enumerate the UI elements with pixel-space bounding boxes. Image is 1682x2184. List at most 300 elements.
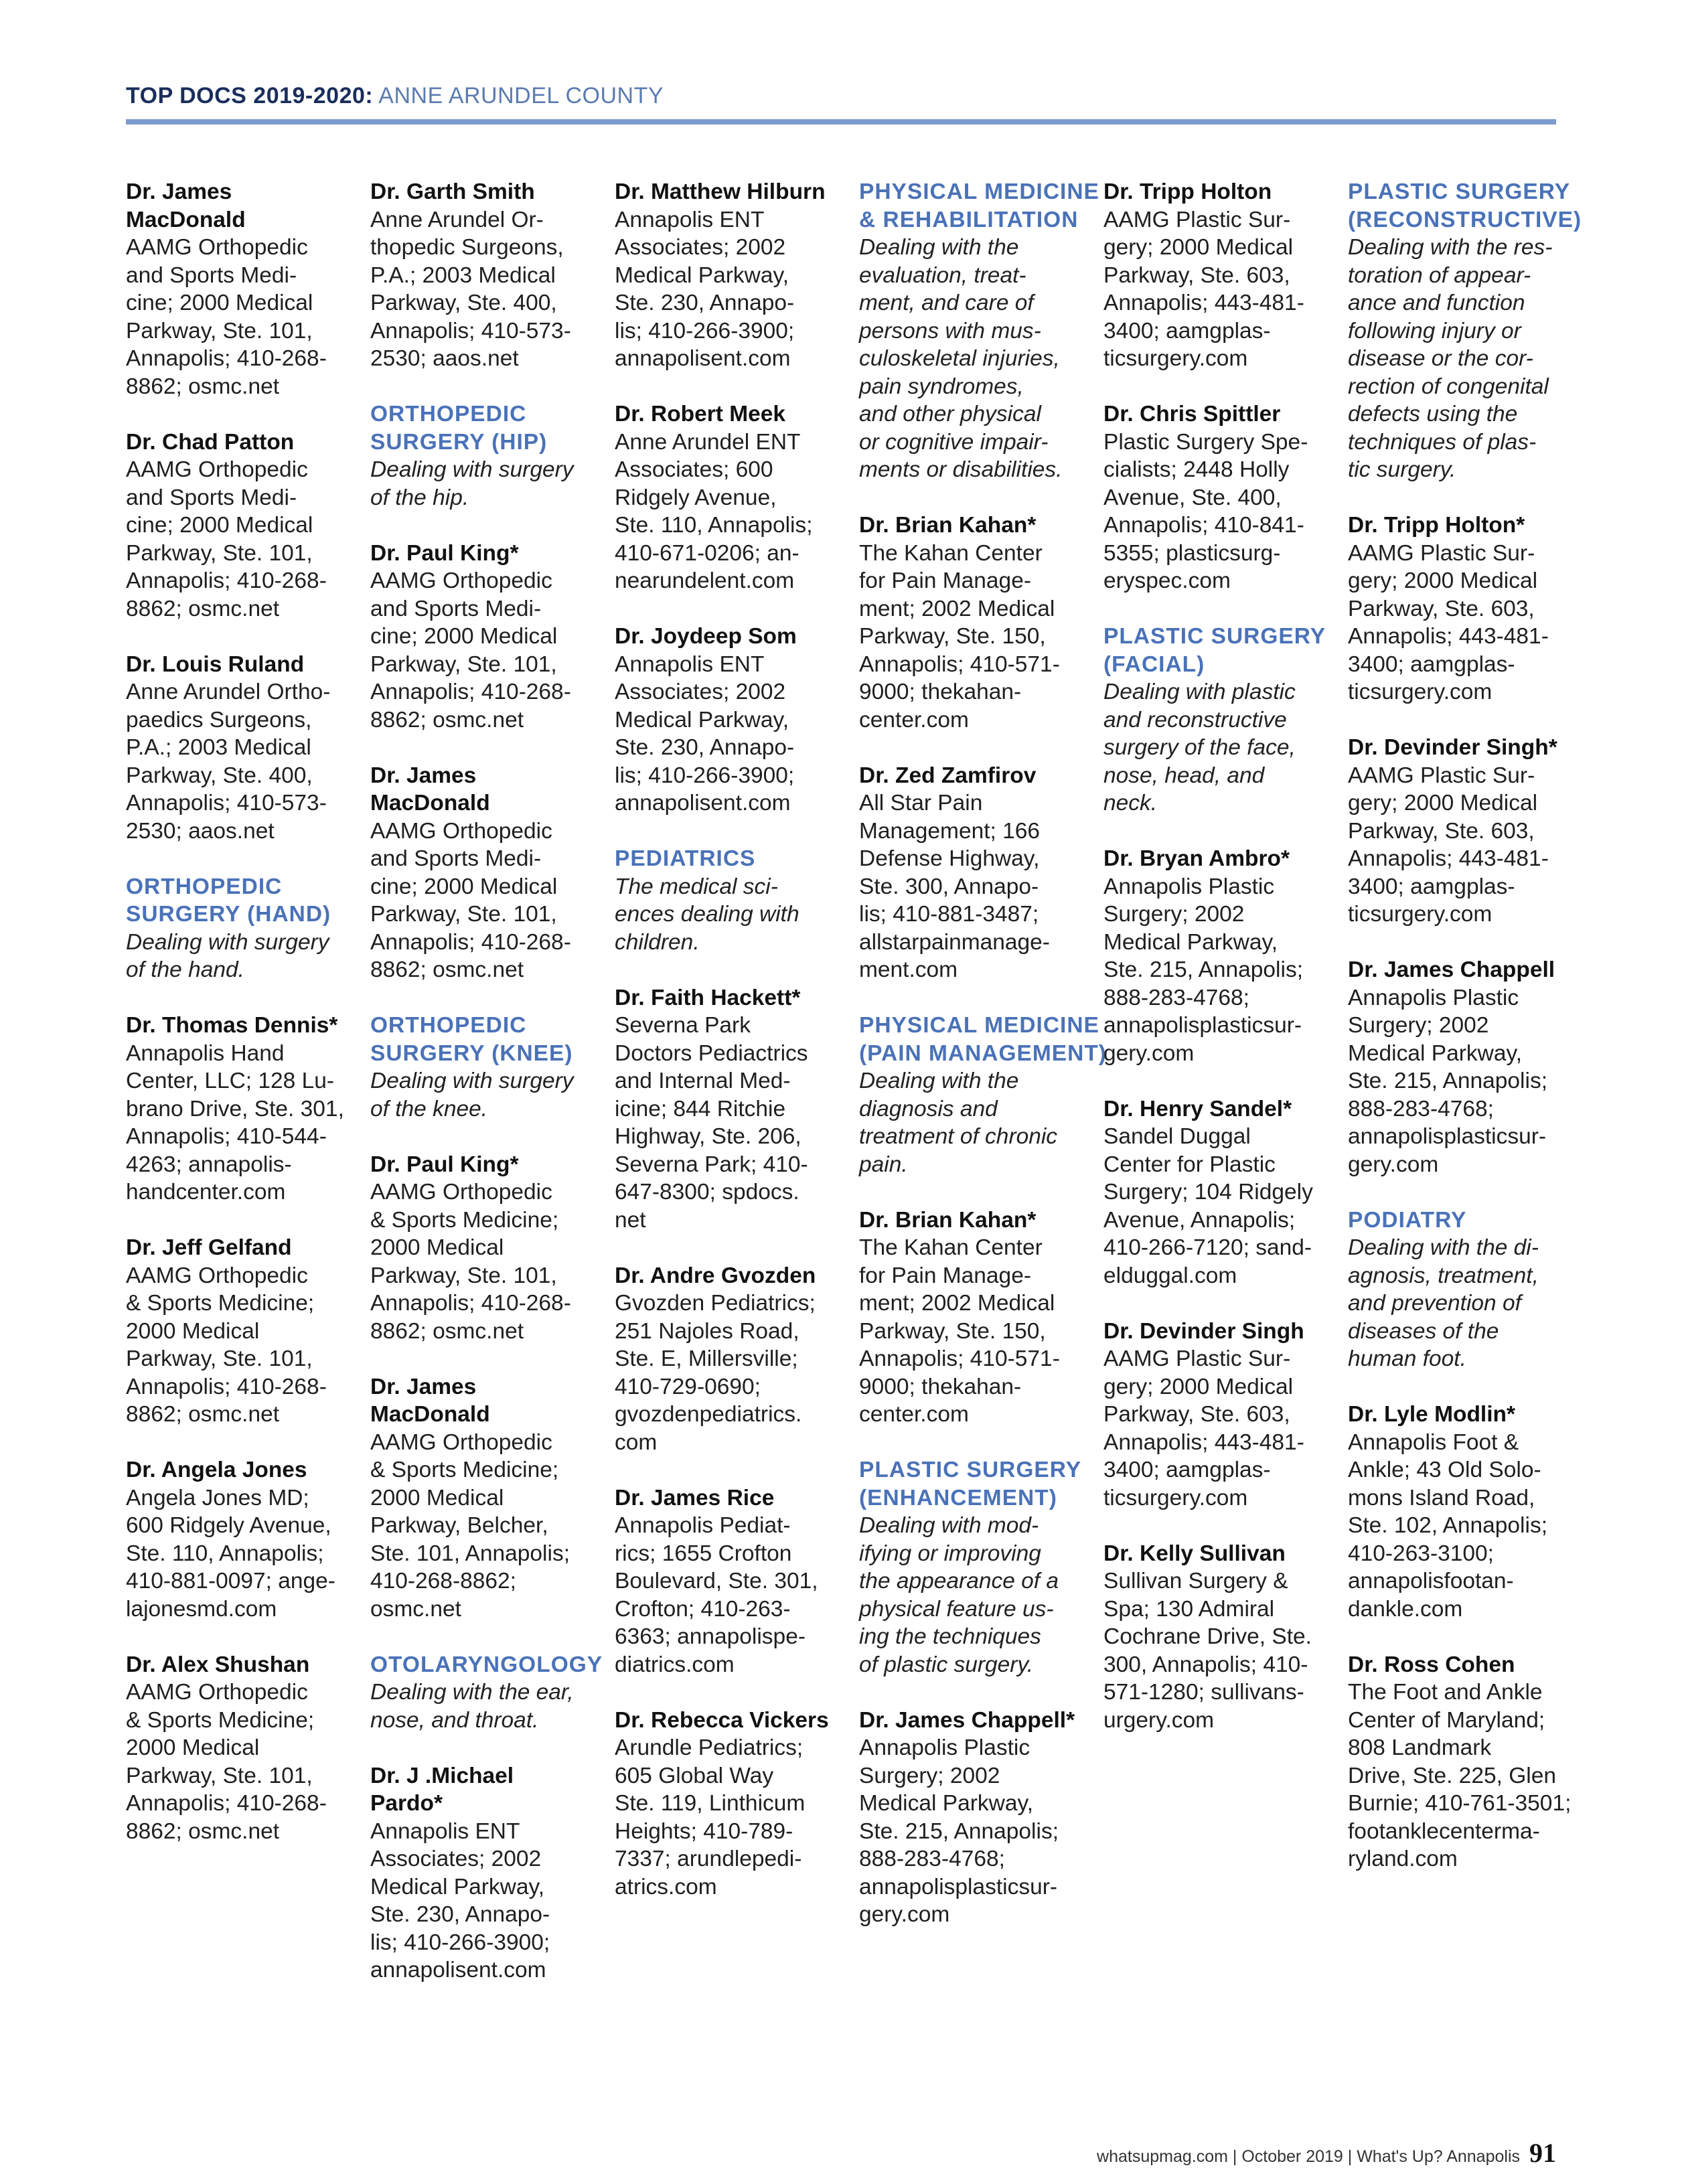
doctor-entry bbox=[370, 1373, 594, 1624]
doctor-details: Ste. 110, Annapolis; bbox=[126, 1541, 324, 1566]
category-section bbox=[615, 845, 838, 956]
category-description: surgery of the face, bbox=[1103, 735, 1296, 760]
doctor-details: gery; 2000 Medical bbox=[1103, 1374, 1294, 1399]
doctor-details: for Pain Manage- bbox=[859, 1263, 1031, 1288]
doctor-details: 8862; osmc.net bbox=[126, 374, 280, 399]
category-title: PEDIATRICS bbox=[615, 846, 756, 871]
doctor-details: 2000 Medical bbox=[370, 1485, 504, 1510]
category-description: Dealing with the ear, bbox=[370, 1680, 574, 1705]
doctor-entry bbox=[370, 762, 594, 984]
doctor-details: and Sports Medi- bbox=[126, 485, 297, 510]
doctor-details: lis; 410-266-3900; bbox=[615, 763, 795, 788]
doctor-details: Ste. 215, Annapolis; bbox=[859, 1818, 1059, 1844]
doctor-details: Annapolis ENT bbox=[615, 651, 765, 677]
doctor-details: elduggal.com bbox=[1103, 1263, 1237, 1288]
doctor-details: Surgery; 2002 bbox=[1103, 902, 1245, 927]
doctor-entry bbox=[370, 1151, 594, 1346]
category-description: culoskeletal injuries, bbox=[859, 346, 1060, 371]
doctor-details: Annapolis Hand bbox=[126, 1040, 285, 1066]
doctor-details: gery; 2000 Medical bbox=[1348, 791, 1538, 815]
doctor-details: Medical Parkway, bbox=[615, 707, 789, 732]
doctor-details: icine; 844 Ritchie bbox=[615, 1096, 786, 1121]
doctor-entry bbox=[1103, 1318, 1327, 1512]
doctor-details: Severna Park bbox=[615, 1013, 751, 1038]
doctor-details: Parkway, Ste. 101, bbox=[126, 1763, 313, 1788]
doctor-details: Spa; 130 Admiral bbox=[1103, 1596, 1275, 1622]
doctor-name: Dr. Faith Hackett* bbox=[615, 985, 801, 1010]
doctor-details: Surgery; 2002 bbox=[1348, 1013, 1489, 1038]
doctor-entry bbox=[615, 1484, 838, 1679]
category-description: Dealing with mod- bbox=[859, 1513, 1039, 1538]
doctor-details: P.A.; 2003 Medical bbox=[126, 735, 311, 760]
doctor-details: Parkway, Ste. 603, bbox=[1348, 596, 1535, 621]
category-section bbox=[1348, 1206, 1572, 1373]
doctor-details: Annapolis; 410-573- bbox=[370, 318, 571, 343]
page-number: 91 bbox=[1529, 2138, 1556, 2168]
doctor-details: urgery.com bbox=[1103, 1707, 1215, 1733]
doctor-details: mons Island Road, bbox=[1348, 1485, 1535, 1510]
doctor-details: 9000; thekahan- bbox=[859, 1374, 1022, 1399]
category-description: ifying or improving bbox=[859, 1541, 1041, 1566]
category-description: nose, and throat. bbox=[370, 1707, 539, 1733]
doctor-details: annapolisplasticsur- bbox=[1348, 1124, 1547, 1149]
category-title: (RECONSTRUCTIVE) bbox=[1348, 207, 1582, 232]
doctor-details: Medical Parkway, bbox=[1348, 1040, 1523, 1066]
doctor-details: 410-268-8862; bbox=[370, 1569, 516, 1593]
doctor-details: paedics Surgeons, bbox=[126, 707, 312, 732]
doctor-name: Dr. Zed Zamfirov bbox=[859, 763, 1037, 788]
doctor-details: 3400; aamgplas- bbox=[1348, 651, 1515, 677]
category-description: or cognitive impair- bbox=[859, 429, 1049, 455]
doctor-name: Dr. James Rice bbox=[615, 1485, 775, 1510]
doctor-details: Sandel Duggal bbox=[1103, 1124, 1251, 1149]
doctor-details: & Sports Medicine; bbox=[126, 1291, 315, 1316]
doctor-details: Highway, Ste. 206, bbox=[615, 1124, 801, 1149]
doctor-details: Parkway, Ste. 101, bbox=[370, 651, 557, 677]
doctor-name: Dr. Chris Spittler bbox=[1103, 402, 1281, 426]
doctor-details: 410-671-0206; an- bbox=[615, 540, 799, 566]
doctor-entry bbox=[1103, 400, 1327, 595]
doctor-name: Dr. Bryan Ambro* bbox=[1103, 846, 1290, 871]
category-description: defects using the bbox=[1348, 402, 1518, 426]
doctor-details: Management; 166 bbox=[859, 818, 1041, 844]
doctor-name: Dr. Henry Sandel* bbox=[1103, 1096, 1292, 1121]
category-description: of the hip. bbox=[370, 485, 469, 510]
doctor-entry bbox=[370, 1762, 594, 1984]
doctor-details: Surgery; 104 Ridgely bbox=[1103, 1180, 1313, 1204]
doctor-details: 8862; osmc.net bbox=[126, 1402, 280, 1427]
doctor-details: lis; 410-881-3487; bbox=[859, 902, 1039, 927]
page-footer bbox=[1097, 2137, 1556, 2169]
category-description: diseases of the bbox=[1348, 1318, 1499, 1344]
doctor-entry bbox=[1103, 1095, 1327, 1290]
doctor-details: Parkway, Ste. 603, bbox=[1103, 1402, 1290, 1427]
doctor-details: Ste. 230, Annapo- bbox=[615, 291, 795, 315]
doctor-name: Dr. Andre Gvozden bbox=[615, 1263, 816, 1288]
doctor-details: Ridgely Avenue, bbox=[615, 485, 777, 510]
doctor-entry bbox=[1348, 1651, 1572, 1873]
doctor-details: handcenter.com bbox=[126, 1180, 286, 1204]
doctor-name: Dr. James Chappell* bbox=[859, 1707, 1075, 1733]
doctor-details: annapolisent.com bbox=[615, 346, 791, 371]
category-description: tic surgery. bbox=[1348, 457, 1456, 482]
doctor-details: com bbox=[615, 1429, 658, 1455]
column-2 bbox=[370, 178, 603, 2012]
category-description: techniques of plas- bbox=[1348, 429, 1537, 455]
doctor-name: Dr. Garth Smith bbox=[370, 179, 535, 204]
doctor-details: ticsurgery.com bbox=[1348, 680, 1493, 704]
doctor-details: AAMG Orthopedic bbox=[370, 818, 552, 844]
doctor-details: Parkway, Belcher, bbox=[370, 1513, 548, 1538]
doctor-details: 571-1280; sullivans- bbox=[1103, 1680, 1304, 1705]
doctor-details: ryland.com bbox=[1348, 1847, 1458, 1871]
doctor-details: center.com bbox=[859, 1402, 969, 1427]
doctor-details: thopedic Surgeons, bbox=[370, 235, 564, 260]
category-section bbox=[859, 1456, 1083, 1679]
doctor-details: 2530; aaos.net bbox=[370, 346, 519, 371]
doctor-details: Annapolis; 443-481- bbox=[1103, 291, 1304, 315]
category-description: Dealing with surgery bbox=[370, 457, 574, 482]
doctor-entry bbox=[1348, 512, 1572, 706]
doctor-details: Annapolis; 410-268- bbox=[126, 1791, 327, 1816]
doctor-name: MacDonald bbox=[126, 207, 246, 232]
doctor-details: Annapolis ENT bbox=[615, 207, 765, 232]
category-title: SURGERY (KNEE) bbox=[370, 1040, 573, 1066]
doctor-details: 410-729-0690; bbox=[615, 1374, 761, 1399]
doctor-details: AAMG Orthopedic bbox=[370, 1180, 552, 1204]
doctor-details: Annapolis; 410-841- bbox=[1103, 513, 1304, 538]
doctor-name: Dr. Chad Patton bbox=[126, 429, 295, 455]
category-title: PLASTIC SURGERY bbox=[1103, 624, 1326, 649]
doctor-details: Ste. 101, Annapolis; bbox=[370, 1541, 570, 1566]
doctor-details: AAMG Plastic Sur- bbox=[1348, 763, 1535, 788]
category-description: ment, and care of bbox=[859, 291, 1034, 315]
category-description: ments or disabilities. bbox=[859, 457, 1063, 482]
doctor-details: 3400; aamgplas- bbox=[1348, 874, 1515, 899]
doctor-entry bbox=[126, 1456, 350, 1623]
category-description: rection of congenital bbox=[1348, 374, 1549, 399]
category-title: PODIATRY bbox=[1348, 1207, 1467, 1233]
doctor-entry bbox=[615, 984, 838, 1235]
doctor-details: Associates; 2002 bbox=[615, 235, 786, 260]
doctor-details: brano Drive, Ste. 301, bbox=[126, 1096, 344, 1121]
category-description: of the hand. bbox=[126, 957, 244, 982]
doctor-name: Dr. Brian Kahan* bbox=[859, 1207, 1037, 1233]
doctor-details: Parkway, Ste. 150, bbox=[859, 1318, 1046, 1344]
doctor-details: The Foot and Ankle bbox=[1348, 1680, 1543, 1705]
doctor-details: All Star Pain bbox=[859, 791, 983, 815]
doctor-details: Parkway, Ste. 400, bbox=[370, 291, 557, 315]
doctor-details: Associates; 600 bbox=[615, 457, 773, 482]
doctor-details: 4263; annapolis- bbox=[126, 1152, 292, 1177]
doctor-details: net bbox=[615, 1207, 646, 1233]
doctor-details: gery.com bbox=[1103, 1040, 1195, 1066]
doctor-details: 8862; osmc.net bbox=[126, 596, 280, 621]
doctor-details: Defense Highway, bbox=[859, 846, 1040, 871]
category-section bbox=[859, 1012, 1107, 1178]
doctor-details: Annapolis Plastic bbox=[859, 1735, 1030, 1760]
doctor-name: Dr. Rebecca Vickers bbox=[615, 1707, 829, 1733]
doctor-details: Parkway, Ste. 101, bbox=[370, 902, 557, 927]
category-section bbox=[859, 178, 1099, 484]
doctor-details: 605 Global Way bbox=[615, 1763, 774, 1788]
doctor-name: Dr. Devinder Singh bbox=[1103, 1318, 1304, 1344]
doctor-details: Parkway, Ste. 400, bbox=[126, 763, 313, 788]
doctor-details: AAMG Plastic Sur- bbox=[1103, 207, 1291, 232]
doctor-details: lajonesmd.com bbox=[126, 1596, 277, 1622]
doctor-details: 647-8300; spdocs. bbox=[615, 1180, 799, 1204]
doctor-details: Cochrane Drive, Ste. bbox=[1103, 1624, 1312, 1649]
doctor-details: Heights; 410-789- bbox=[615, 1818, 793, 1844]
column-5 bbox=[1103, 178, 1327, 1762]
category-title: (ENHANCEMENT) bbox=[859, 1485, 1057, 1510]
doctor-details: center.com bbox=[859, 707, 969, 732]
doctor-details: Medical Parkway, bbox=[370, 1874, 545, 1899]
doctor-details: Parkway, Ste. 101, bbox=[370, 1263, 557, 1288]
doctor-details: diatrics.com bbox=[615, 1652, 735, 1677]
doctor-details: Annapolis; 410-571- bbox=[859, 651, 1060, 677]
category-section bbox=[370, 1012, 594, 1123]
doctor-details: 6363; annapolispe- bbox=[615, 1624, 806, 1649]
doctor-details: Annapolis; 443-481- bbox=[1348, 624, 1549, 649]
doctor-details: Ste. 230, Annapo- bbox=[615, 735, 795, 760]
doctor-details: 300, Annapolis; 410- bbox=[1103, 1652, 1308, 1677]
doctor-details: 3400; aamgplas- bbox=[1103, 318, 1271, 343]
doctor-details: Surgery; 2002 bbox=[859, 1763, 1000, 1788]
doctor-details: Doctors Pediactrics bbox=[615, 1040, 808, 1066]
category-description: ance and function bbox=[1348, 291, 1525, 315]
doctor-details: Associates; 2002 bbox=[370, 1847, 542, 1871]
doctor-name: MacDonald bbox=[370, 1402, 490, 1427]
doctor-details: gery; 2000 Medical bbox=[1348, 568, 1538, 593]
doctor-details: annapolisent.com bbox=[615, 791, 791, 815]
doctor-entry bbox=[859, 1707, 1083, 1929]
doctor-details: ment; 2002 Medical bbox=[859, 1291, 1055, 1316]
doctor-details: Severna Park; 410- bbox=[615, 1152, 808, 1177]
doctor-name: Dr. Angela Jones bbox=[126, 1458, 307, 1482]
doctor-entry bbox=[1103, 178, 1327, 373]
category-description: children. bbox=[615, 929, 700, 955]
doctor-details: 2000 Medical bbox=[370, 1235, 504, 1260]
category-description: Dealing with the bbox=[859, 1069, 1019, 1093]
doctor-details: Associates; 2002 bbox=[615, 680, 786, 704]
category-title: ORTHOPEDIC bbox=[370, 402, 527, 426]
doctor-details: gery.com bbox=[859, 1902, 950, 1927]
doctor-details: Annapolis Plastic bbox=[1348, 985, 1519, 1010]
doctor-entry bbox=[615, 178, 838, 373]
doctor-details: Annapolis; 410-268- bbox=[126, 568, 327, 593]
category-title: OTOLARYNGOLOGY bbox=[370, 1652, 603, 1677]
category-description: following injury or bbox=[1348, 318, 1521, 343]
doctor-details: Parkway, Ste. 101, bbox=[126, 318, 313, 343]
doctor-details: Parkway, Ste. 603, bbox=[1103, 262, 1290, 288]
doctor-entry bbox=[126, 178, 350, 400]
category-description: and other physical bbox=[859, 402, 1041, 426]
doctor-name: Dr. James bbox=[370, 1374, 477, 1399]
doctor-details: AAMG Plastic Sur- bbox=[1103, 1346, 1291, 1371]
category-section bbox=[370, 1651, 603, 1735]
doctor-name: Dr. Joydeep Som bbox=[615, 624, 797, 649]
doctor-details: AAMG Plastic Sur- bbox=[1348, 540, 1535, 566]
doctor-name: Dr. James bbox=[370, 763, 477, 788]
category-section bbox=[370, 400, 594, 512]
doctor-details: AAMG Orthopedic bbox=[126, 235, 308, 260]
doctor-name: Dr. Robert Meek bbox=[615, 402, 786, 426]
column-6 bbox=[1348, 178, 1582, 1901]
doctor-details: & Sports Medicine; bbox=[370, 1207, 559, 1233]
category-description: evaluation, treat- bbox=[859, 262, 1026, 288]
doctor-details: gvozdenpediatrics. bbox=[615, 1402, 802, 1427]
doctor-details: Annapolis; 410-268- bbox=[370, 929, 571, 955]
category-description: persons with mus- bbox=[859, 318, 1041, 343]
doctor-details: 2000 Medical bbox=[126, 1735, 260, 1760]
category-description: physical feature us- bbox=[859, 1596, 1054, 1622]
category-description: Dealing with plastic bbox=[1103, 680, 1296, 704]
doctor-name: Dr. Tripp Holton* bbox=[1348, 513, 1525, 538]
category-title: PLASTIC SURGERY bbox=[859, 1458, 1082, 1482]
category-description: Dealing with surgery bbox=[126, 929, 329, 955]
doctor-details: and Sports Medi- bbox=[370, 596, 542, 621]
doctor-entry bbox=[126, 1012, 350, 1206]
category-description: Dealing with the res- bbox=[1348, 235, 1553, 260]
doctor-details: annapolisplasticsur- bbox=[859, 1874, 1058, 1899]
category-title: PLASTIC SURGERY bbox=[1348, 179, 1571, 204]
doctor-details: 410-263-3100; bbox=[1348, 1541, 1494, 1566]
doctor-details: Ste. E, Millersville; bbox=[615, 1346, 798, 1371]
category-title: ORTHOPEDIC bbox=[126, 874, 283, 899]
doctor-name: Dr. Lyle Modlin* bbox=[1348, 1402, 1516, 1427]
doctor-details: 2000 Medical bbox=[126, 1318, 260, 1344]
category-description: the appearance of a bbox=[859, 1569, 1059, 1593]
doctor-details: The Kahan Center bbox=[859, 1235, 1043, 1260]
doctor-name: Dr. Brian Kahan* bbox=[859, 513, 1037, 538]
category-description: ences dealing with bbox=[615, 902, 799, 927]
doctor-details: Angela Jones MD; bbox=[126, 1485, 309, 1510]
doctor-details: cine; 2000 Medical bbox=[126, 513, 313, 538]
doctor-details: Medical Parkway, bbox=[859, 1791, 1034, 1816]
doctor-name: Dr. Jeff Gelfand bbox=[126, 1235, 292, 1260]
doctor-details: 600 Ridgely Avenue, bbox=[126, 1513, 331, 1538]
doctor-details: Annapolis Pediat- bbox=[615, 1513, 791, 1538]
doctor-details: Parkway, Ste. 603, bbox=[1348, 818, 1535, 844]
category-description: Dealing with the bbox=[859, 235, 1019, 260]
doctor-details: Ste. 300, Annapo- bbox=[859, 874, 1039, 899]
doctor-entry bbox=[859, 762, 1083, 984]
doctor-details: ment.com bbox=[859, 957, 958, 982]
category-description: nose, head, and bbox=[1103, 763, 1265, 788]
doctor-details: Center, LLC; 128 Lu- bbox=[126, 1069, 335, 1093]
doctor-name: Dr. J .Michael bbox=[370, 1763, 514, 1788]
doctor-details: Annapolis; 410-268- bbox=[370, 680, 571, 704]
doctor-name: Dr. Paul King* bbox=[370, 1152, 519, 1177]
doctor-details: 8862; osmc.net bbox=[370, 707, 524, 732]
doctor-name: Dr. Matthew Hilburn bbox=[615, 179, 826, 204]
doctor-name: Dr. Alex Shushan bbox=[126, 1652, 310, 1677]
doctor-entry bbox=[859, 1206, 1083, 1429]
doctor-details: Parkway, Ste. 150, bbox=[859, 624, 1046, 649]
doctor-entry bbox=[126, 428, 350, 623]
doctor-details: 3400; aamgplas- bbox=[1103, 1458, 1271, 1482]
doctor-name: Dr. Ross Cohen bbox=[1348, 1652, 1515, 1677]
column-1 bbox=[126, 178, 350, 1873]
doctor-details: AAMG Orthopedic bbox=[126, 457, 308, 482]
category-description: human foot. bbox=[1348, 1346, 1466, 1371]
doctor-details: AAMG Orthopedic bbox=[370, 568, 552, 593]
doctor-details: Annapolis; 410-544- bbox=[126, 1124, 327, 1149]
doctor-details: Annapolis; 410-268- bbox=[126, 1374, 327, 1399]
doctor-details: Center of Maryland; bbox=[1348, 1707, 1545, 1733]
doctor-details: allstarpainmanage- bbox=[859, 929, 1050, 955]
doctor-entry bbox=[615, 1707, 838, 1901]
doctor-entry bbox=[615, 623, 838, 817]
doctor-details: for Pain Manage- bbox=[859, 568, 1031, 593]
header-county: ANNE ARUNDEL COUNTY bbox=[373, 83, 664, 108]
category-description: diagnosis and bbox=[859, 1096, 998, 1121]
doctor-entry bbox=[126, 1234, 350, 1429]
doctor-entry bbox=[859, 512, 1083, 734]
doctor-details: Ste. 215, Annapolis; bbox=[1103, 957, 1303, 982]
category-description: pain syndromes, bbox=[859, 374, 1024, 399]
doctor-details: and Internal Med- bbox=[615, 1069, 791, 1093]
category-description: Dealing with the di- bbox=[1348, 1235, 1539, 1260]
doctor-name: MacDonald bbox=[370, 791, 490, 815]
doctor-entry bbox=[615, 400, 838, 595]
doctor-details: 410-266-7120; sand- bbox=[1103, 1235, 1312, 1260]
doctor-name: Dr. Tripp Holton bbox=[1103, 179, 1272, 204]
doctor-details: Ste. 102, Annapolis; bbox=[1348, 1513, 1547, 1538]
footer-text: whatsupmag.com | October 2019 | What's Up? Annapolis bbox=[1097, 2147, 1520, 2166]
category-section bbox=[126, 873, 350, 984]
doctor-details: Ste. 215, Annapolis; bbox=[1348, 1069, 1547, 1093]
doctor-entry bbox=[1103, 1540, 1327, 1735]
doctor-details: Annapolis Foot & bbox=[1348, 1429, 1519, 1455]
doctor-entry bbox=[126, 1651, 350, 1846]
category-description: neck. bbox=[1103, 791, 1158, 815]
doctor-details: gery.com bbox=[1348, 1152, 1439, 1177]
doctor-details: dankle.com bbox=[1348, 1596, 1463, 1622]
doctor-details: Crofton; 410-263- bbox=[615, 1596, 791, 1622]
doctor-details: Annapolis ENT bbox=[370, 1818, 520, 1844]
category-description: pain. bbox=[859, 1152, 908, 1177]
doctor-details: & Sports Medicine; bbox=[126, 1707, 315, 1733]
doctor-details: Annapolis Plastic bbox=[1103, 874, 1275, 899]
doctor-details: Ste. 230, Annapo- bbox=[370, 1902, 550, 1927]
doctor-details: Anne Arundel Or- bbox=[370, 207, 544, 232]
doctor-details: AAMG Orthopedic bbox=[126, 1680, 308, 1705]
doctor-details: 251 Najoles Road, bbox=[615, 1318, 799, 1344]
doctor-details: The Kahan Center bbox=[859, 540, 1043, 566]
doctor-details: 8862; osmc.net bbox=[126, 1818, 280, 1844]
doctor-details: 7337; arundlepedi- bbox=[615, 1847, 802, 1871]
doctor-details: Parkway, Ste. 101, bbox=[126, 1346, 313, 1371]
doctor-details: and Sports Medi- bbox=[126, 262, 297, 288]
category-description: of plastic surgery. bbox=[859, 1652, 1034, 1677]
doctor-details: Medical Parkway, bbox=[615, 262, 789, 288]
doctor-details: nearundelent.com bbox=[615, 568, 795, 593]
doctor-details: Center for Plastic bbox=[1103, 1152, 1276, 1177]
doctor-details: Anne Arundel Ortho- bbox=[126, 680, 331, 704]
doctor-name: Dr. Louis Ruland bbox=[126, 651, 305, 677]
category-description: toration of appear- bbox=[1348, 262, 1531, 288]
page-header bbox=[126, 83, 664, 109]
doctor-details: Anne Arundel ENT bbox=[615, 429, 801, 455]
doctor-details: Parkway, Ste. 101, bbox=[126, 540, 313, 566]
doctor-details: osmc.net bbox=[370, 1596, 461, 1622]
doctor-details: ment; 2002 Medical bbox=[859, 596, 1055, 621]
doctor-details: 5355; plasticsurg- bbox=[1103, 540, 1281, 566]
doctor-details: 888-283-4768; bbox=[1103, 985, 1249, 1010]
doctor-details: Boulevard, Ste. 301, bbox=[615, 1569, 818, 1593]
